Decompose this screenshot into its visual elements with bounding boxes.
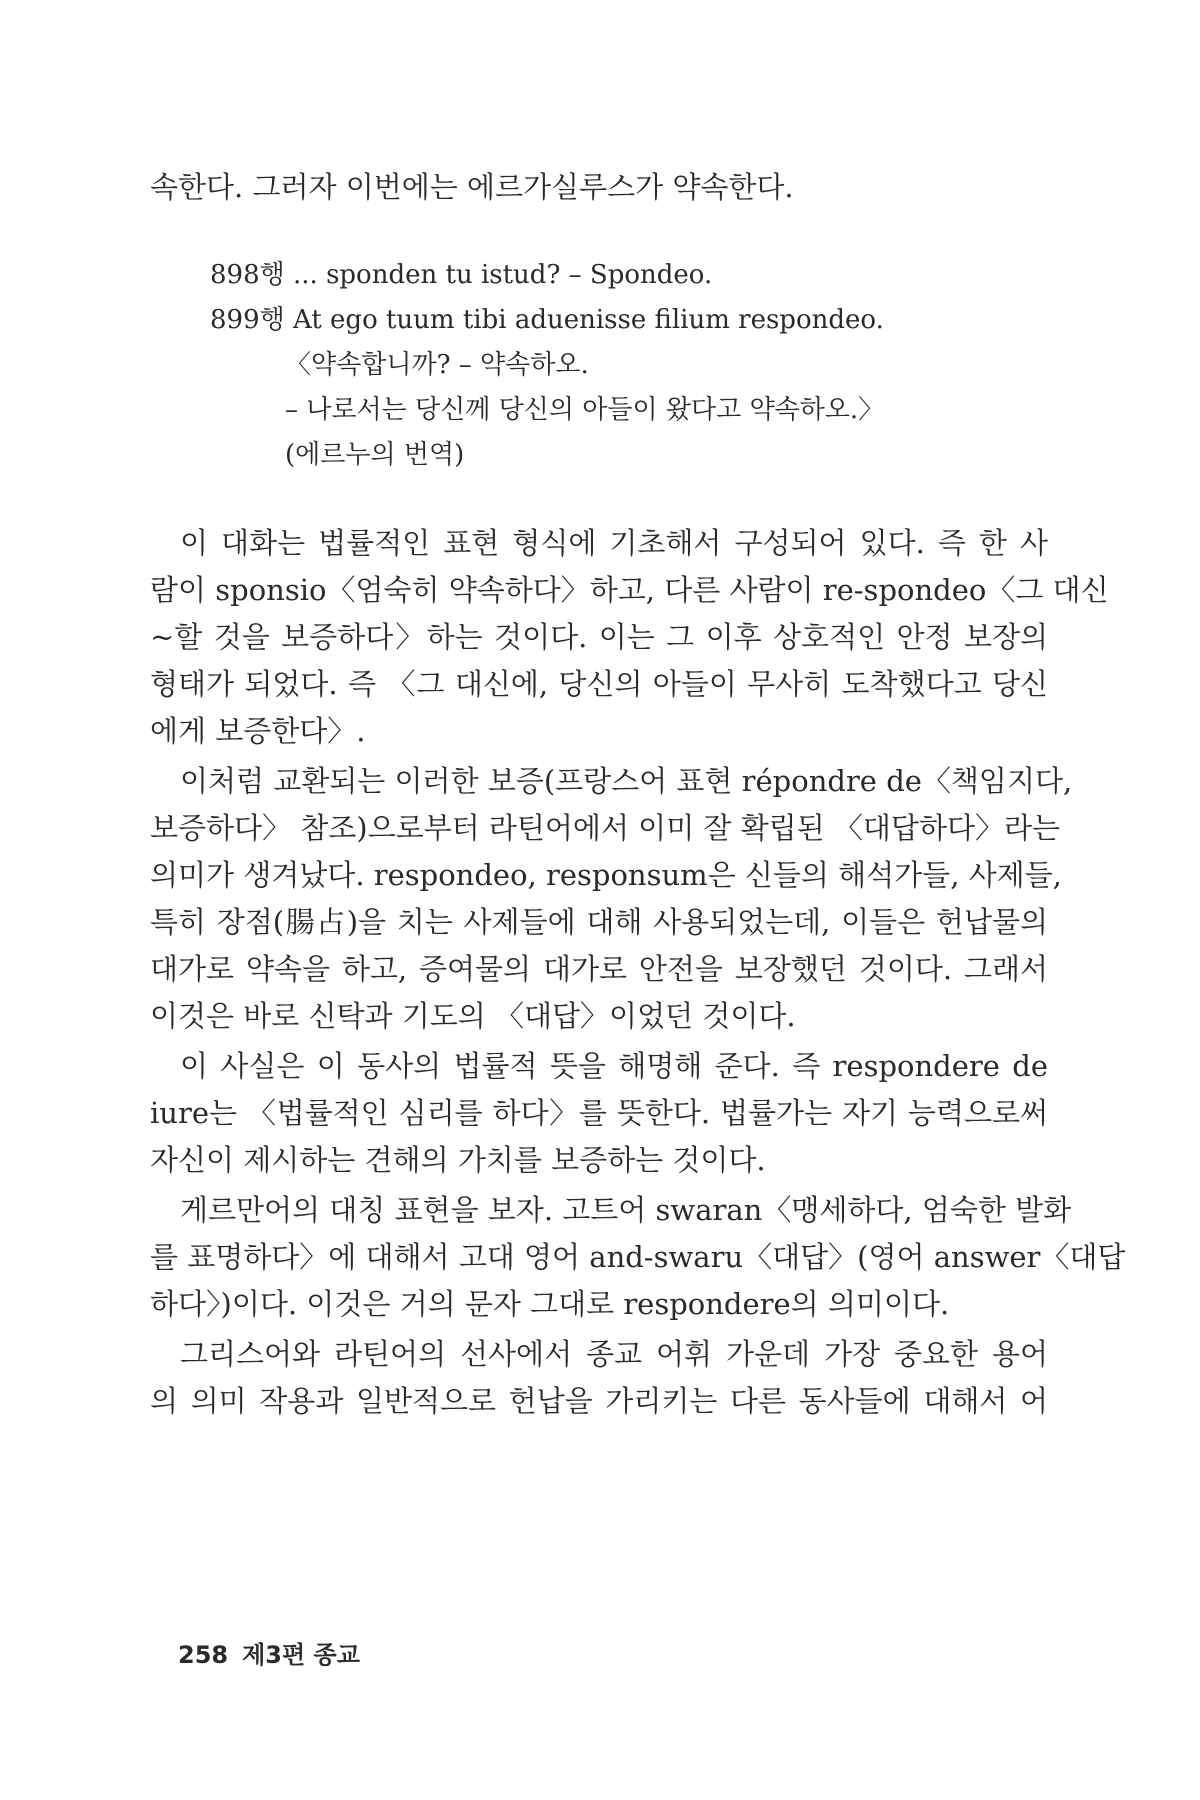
section-title: 제3편 종교 xyxy=(242,1641,360,1669)
paragraph-1-line-5: 에게 보증한다〉. xyxy=(150,714,366,748)
paragraph-4-line-2: 를 표명하다〉에 대해서 고대 영어 and-swaru〈대답〉(영어 answer〈대답 xyxy=(150,1240,1126,1274)
paragraph-1-line-1: 이 대화는 법률적인 표현 형식에 기초해서 구성되어 있다. 즉 한 사 xyxy=(180,526,1048,560)
quote-line-898: 898행 ... sponden tu istud? – Spondeo. xyxy=(210,260,713,290)
paragraph-2-line-1: 이처럼 교환되는 이러한 보증(프랑스어 표현 répondre de〈책임지다, xyxy=(180,764,1073,798)
paragraph-2-line-5: 대가로 약속을 하고, 증여물의 대가로 안전을 보장했던 것이다. 그래서 xyxy=(150,952,1048,986)
paragraph-4-line-3: 하다〉)이다. 이것은 거의 문자 그대로 respondere의 의미이다. xyxy=(150,1287,950,1321)
paragraph-3-line-1: 이 사실은 이 동사의 법률적 뜻을 해명해 준다. 즉 respondere de xyxy=(180,1049,1048,1083)
paragraph-2-line-4: 특히 장점(腸占)을 치는 사제들에 대해 사용되었는데, 이들은 헌납물의 xyxy=(150,905,1048,939)
paragraph-3-line-2: iure는 〈법률적인 심리를 하다〉를 뜻한다. 법률가는 자기 능력으로써 xyxy=(150,1096,1048,1130)
quote-line-899: 899행 At ego tuum tibi aduenisse filium respondeo. xyxy=(210,305,884,335)
page-footer xyxy=(178,1635,374,1670)
page-number: 258 xyxy=(178,1641,229,1669)
quote-translation-line-2: – 나로서는 당신께 당신의 아들이 왔다고 약속하오.〉 xyxy=(285,395,885,425)
paragraph-1-line-4: 형태가 되었다. 즉 〈그 대신에, 당신의 아들이 무사히 도착했다고 당신 xyxy=(150,667,1048,701)
quote-translation-line-1: 〈약속합니까? – 약속하오. xyxy=(285,350,589,380)
paragraph-5-line-1: 그리스어와 라틴어의 선사에서 종교 어휘 가운데 가장 중요한 용어 xyxy=(180,1337,1048,1371)
paragraph-1-line-2: 람이 sponsio〈엄숙히 약속하다〉하고, 다른 사람이 re-spondeo〈그 대신 xyxy=(150,573,1109,607)
quote-attribution: (에르누의 번역) xyxy=(285,440,465,470)
paragraph-5-line-2: 의 의미 작용과 일반적으로 헌납을 가리키는 다른 동사들에 대해서 어 xyxy=(150,1384,1048,1418)
top-continuation-line: 속한다. 그러자 이번에는 에르가실루스가 약속한다. xyxy=(150,170,794,204)
paragraph-3-line-3: 자신이 제시하는 견해의 가치를 보증하는 것이다. xyxy=(150,1143,766,1177)
paragraph-4-line-1: 게르만어의 대칭 표현을 보자. 고트어 swaran〈맹세하다, 엄숙한 발화 xyxy=(180,1193,1072,1227)
paragraph-2-line-6: 이것은 바로 신탁과 기도의 〈대답〉이었던 것이다. xyxy=(150,999,796,1033)
paragraph-1-line-3: ~할 것을 보증하다〉하는 것이다. 이는 그 이후 상호적인 안정 보장의 xyxy=(150,620,1048,654)
paragraph-2-line-2: 보증하다〉 참조)으로부터 라틴어에서 이미 잘 확립된 〈대답하다〉라는 xyxy=(150,811,1061,845)
paragraph-2-line-3: 의미가 생겨났다. respondeo, responsum은 신들의 해석가들, 사제들, xyxy=(150,858,1062,892)
